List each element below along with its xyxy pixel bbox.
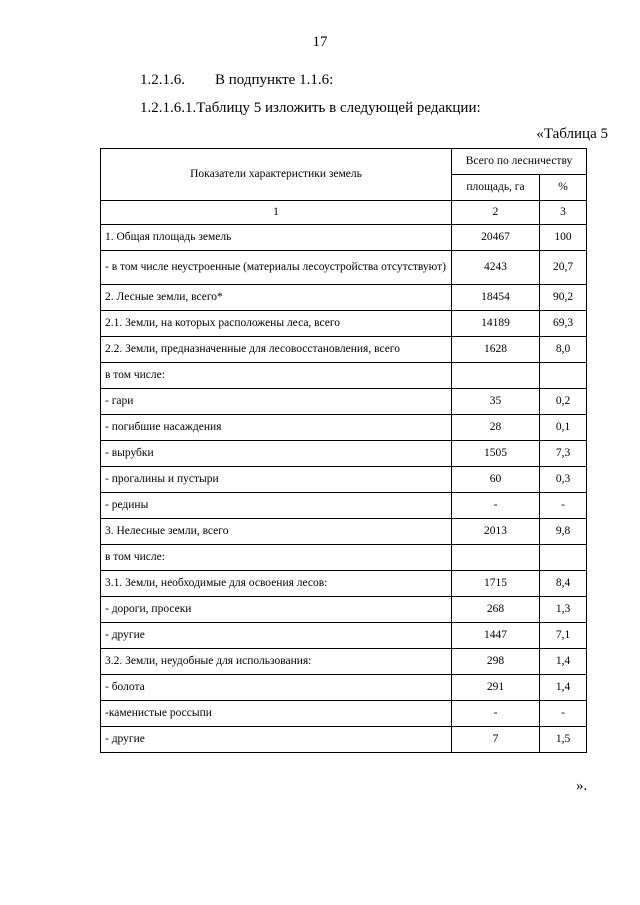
column-number: 1 (101, 201, 452, 225)
header-total-group: Всего по лесничеству (452, 149, 587, 175)
row-area-cell: 268 (452, 597, 540, 623)
row-percent-cell: 7,3 (540, 441, 587, 467)
row-percent-cell (540, 363, 587, 389)
row-area-cell: 60 (452, 467, 540, 493)
row-percent-cell: 20,7 (540, 251, 587, 285)
table-row (101, 285, 587, 311)
table-row (101, 519, 587, 545)
row-area-cell: 291 (452, 675, 540, 701)
clause-number: 1.2.1.6. (140, 72, 185, 88)
row-percent-cell: 8,4 (540, 571, 587, 597)
row-area-cell: 1715 (452, 571, 540, 597)
row-area-cell: - (452, 493, 540, 519)
row-percent-cell: 7,1 (540, 623, 587, 649)
row-name-cell: 2. Лесные земли, всего* (101, 285, 452, 311)
row-area-cell: 4243 (452, 251, 540, 285)
table-row (101, 597, 587, 623)
row-percent-cell: 0,1 (540, 415, 587, 441)
clause-text: Таблицу 5 изложить в следующей редакции: (196, 100, 481, 116)
table-row (101, 571, 587, 597)
row-name-cell: в том числе: (101, 545, 452, 571)
header-percent: % (540, 175, 587, 201)
table-row (101, 493, 587, 519)
table-row (101, 251, 587, 285)
table-row (101, 545, 587, 571)
row-percent-cell: 100 (540, 225, 587, 251)
row-name-cell: - прогалины и пустыри (101, 467, 452, 493)
row-percent-cell: 0,2 (540, 389, 587, 415)
row-percent-cell: 90,2 (540, 285, 587, 311)
row-name-cell: - другие (101, 623, 452, 649)
row-area-cell: 1505 (452, 441, 540, 467)
header-area: площадь, га (452, 175, 540, 201)
row-percent-cell: 1,3 (540, 597, 587, 623)
row-name-cell: в том числе: (101, 363, 452, 389)
row-name-cell: 2.1. Земли, на которых расположены леса, всего (101, 311, 452, 337)
row-area-cell: 14189 (452, 311, 540, 337)
table-row (101, 415, 587, 441)
row-name-cell: 3.2. Земли, неудобные для использования: (101, 649, 452, 675)
column-number: 3 (540, 201, 587, 225)
table-caption: «Таблица 5 (536, 126, 608, 142)
row-name-cell: - другие (101, 727, 452, 753)
table-row (101, 623, 587, 649)
row-area-cell (452, 363, 540, 389)
table-header-row (101, 149, 587, 175)
column-number-row (101, 201, 587, 225)
table-row (101, 389, 587, 415)
row-area-cell: 1628 (452, 337, 540, 363)
table-row (101, 311, 587, 337)
row-area-cell: - (452, 701, 540, 727)
table-row (101, 727, 587, 753)
clause-text: В подпункте 1.1.6: (215, 72, 334, 88)
row-name-cell: -каменистые россыпи (101, 701, 452, 727)
row-name-cell: - гари (101, 389, 452, 415)
header-indicator: Показатели характеристики земель (101, 149, 452, 201)
row-area-cell: 20467 (452, 225, 540, 251)
row-area-cell: 1447 (452, 623, 540, 649)
row-area-cell: 28 (452, 415, 540, 441)
clause-number: 1.2.1.6.1. (140, 100, 197, 116)
clause-1-2-1-6 (140, 72, 334, 89)
row-area-cell: 7 (452, 727, 540, 753)
row-percent-cell: 8,0 (540, 337, 587, 363)
table-row (101, 337, 587, 363)
row-name-cell: - погибшие насаждения (101, 415, 452, 441)
row-name-cell: 2.2. Земли, предназначенные для лесовосстановления, всего (101, 337, 452, 363)
row-percent-cell: 0,3 (540, 467, 587, 493)
table-row (101, 225, 587, 251)
land-characteristics-table (100, 148, 587, 753)
table-row (101, 675, 587, 701)
page-number: 17 (312, 34, 328, 50)
row-name-cell: - в том числе неустроенные (материалы лесоустройства отсутствуют) (101, 251, 452, 285)
row-name-cell: - дороги, просеки (101, 597, 452, 623)
column-number: 2 (452, 201, 540, 225)
clause-1-2-1-6-1 (140, 100, 481, 117)
row-percent-cell: 1,5 (540, 727, 587, 753)
row-percent-cell: - (540, 493, 587, 519)
row-percent-cell: - (540, 701, 587, 727)
table-row (101, 701, 587, 727)
row-area-cell: 35 (452, 389, 540, 415)
row-area-cell: 18454 (452, 285, 540, 311)
table-row (101, 363, 587, 389)
row-name-cell: 3.1. Земли, необходимые для освоения лесов: (101, 571, 452, 597)
row-name-cell: - болота (101, 675, 452, 701)
row-percent-cell: 1,4 (540, 675, 587, 701)
row-name-cell: 1. Общая площадь земель (101, 225, 452, 251)
row-area-cell: 2013 (452, 519, 540, 545)
row-percent-cell (540, 545, 587, 571)
table-row (101, 441, 587, 467)
row-name-cell: - вырубки (101, 441, 452, 467)
row-name-cell: - редины (101, 493, 452, 519)
row-percent-cell: 1,4 (540, 649, 587, 675)
row-area-cell (452, 545, 540, 571)
row-area-cell: 298 (452, 649, 540, 675)
row-percent-cell: 69,3 (540, 311, 587, 337)
closing-quote: ». (576, 778, 588, 794)
table-row (101, 649, 587, 675)
row-percent-cell: 9,8 (540, 519, 587, 545)
row-name-cell: 3. Нелесные земли, всего (101, 519, 452, 545)
table-row (101, 467, 587, 493)
